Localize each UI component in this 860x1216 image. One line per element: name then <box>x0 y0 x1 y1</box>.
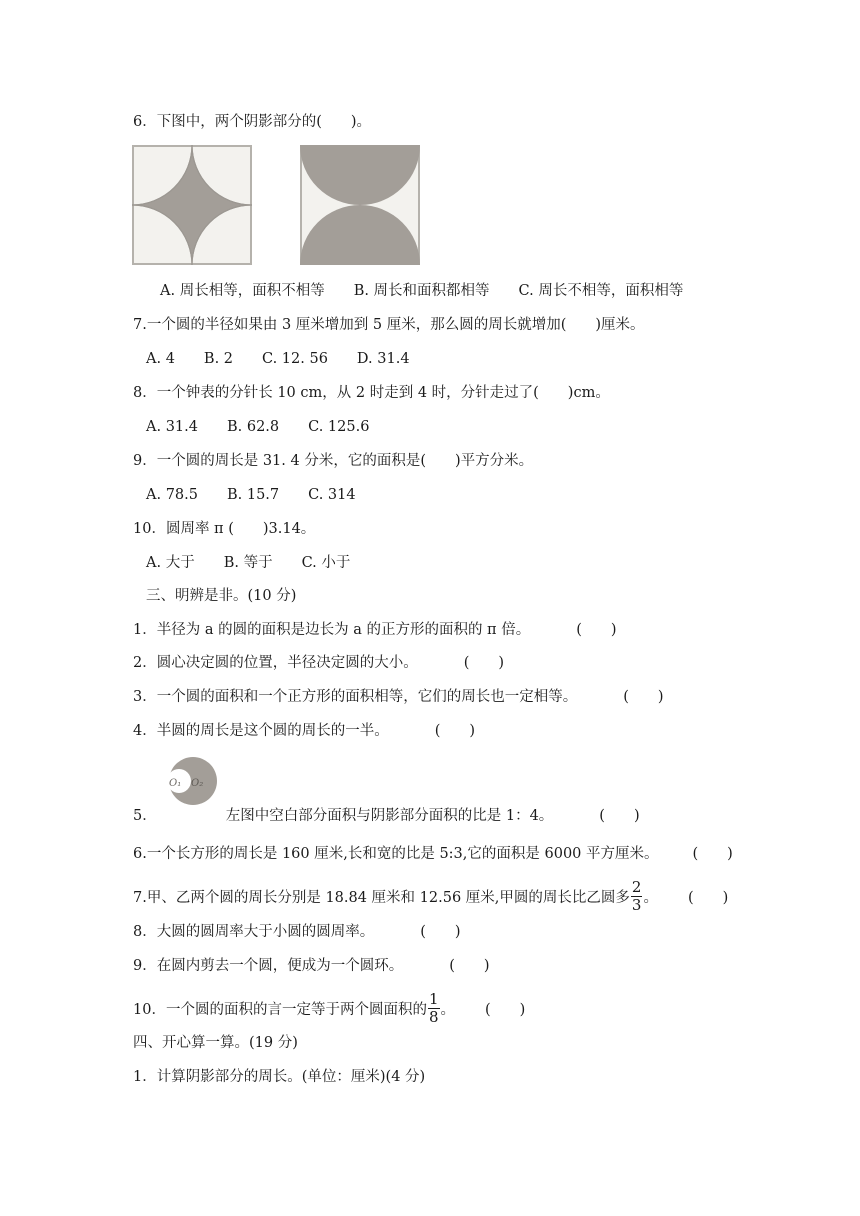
answer-bracket[interactable]: ( ) <box>434 723 476 739</box>
judge-item-text: 2．圆心决定圆的位置，半径决定圆的大小。 <box>133 655 418 671</box>
answer-bracket[interactable]: ( ) <box>463 655 505 671</box>
judge-item-text: 4．半圆的周长是这个圆的周长的一半。 <box>133 723 389 739</box>
calc-question-1: 1．计算阴影部分的周长。(单位：厘米)(4 分) <box>133 1069 426 1085</box>
question-6-options: A. 周长相等，面积不相等 B. 周长和面积都相等 C. 周长不相等，面积相等 <box>160 283 684 299</box>
question-7: 7.一个圆的半径如果由 3 厘米增加到 5 厘米，那么圆的周长就增加( )厘米。 <box>133 317 645 333</box>
question-7-options: A. 4 B. 2 C. 12. 56 D. 31.4 <box>146 351 410 367</box>
answer-bracket[interactable]: ( ) <box>449 958 490 974</box>
judge-item-text: 8．大圆的圆周率大于小圆的圆周率。 <box>133 924 375 940</box>
answer-bracket[interactable]: ( ) <box>623 689 664 705</box>
question-10-options: A. 大于 B. 等于 C. 小于 <box>146 555 351 571</box>
q6-figure-right <box>300 145 420 265</box>
judge-item-7: 7.甲、乙两个圆的周长分别是 18.84 厘米和 12.56 厘米,甲圆的周长比乙圆多 $\frac{2}{3}$ 。 ( ) <box>133 878 729 914</box>
judge-item-5 <box>133 806 640 826</box>
judge-item-text: 10．一个圆的面积的言一定等于两个圆面积的 <box>133 1002 427 1018</box>
q6-figure-left <box>132 145 252 265</box>
circle-figure-q5 <box>155 756 221 806</box>
answer-bracket[interactable]: ( ) <box>599 808 640 824</box>
question-8: 8．一个钟表的分针长 10 cm，从 2 时走到 4 时，分针走过了( )cm。 <box>133 385 610 401</box>
question-9: 9．一个圆的周长是 31. 4 分米，它的面积是( )平方分米。 <box>133 453 534 469</box>
judge-item-4 <box>133 721 475 741</box>
judge-item-text: 9．在圆内剪去一个圆，便成为一个圆环。 <box>133 958 404 974</box>
answer-bracket[interactable]: ( ) <box>692 846 733 862</box>
judge-item-2 <box>133 653 504 673</box>
answer-bracket[interactable]: ( ) <box>576 622 617 638</box>
judge-item-9 <box>133 956 490 976</box>
question-8-options: A. 31.4 B. 62.8 C. 125.6 <box>146 419 370 435</box>
question-9-options: A. 78.5 B. 15.7 C. 314 <box>146 487 356 503</box>
judge-item-3 <box>133 687 664 707</box>
question-10: 10．圆周率 π ( )3.14。 <box>133 521 316 537</box>
judge-item-6 <box>133 844 733 864</box>
label-o1: O₁ <box>169 778 182 789</box>
question-6: 6．下图中，两个阴影部分的( )。 <box>133 114 372 130</box>
fraction-one-eighth: $\frac{1}{8}$ <box>428 990 439 1026</box>
judge-item-10: 10．一个圆的面积的言一定等于两个圆面积的 $\frac{1}{8}$ 。 ( ) <box>133 990 526 1026</box>
answer-bracket[interactable]: ( ) <box>485 1002 526 1018</box>
answer-bracket[interactable]: ( ) <box>420 924 461 940</box>
judge-item-text: 左图中空白部分面积与阴影部分面积的比是 1：4。 <box>225 808 554 824</box>
section-3-heading: 三、明辨是非。(10 分) <box>146 588 297 604</box>
section-4-heading: 四、开心算一算。(19 分) <box>133 1035 298 1051</box>
judge-item-text: 1．半径为 a 的圆的面积是边长为 a 的正方形的面积的 π 倍。 <box>133 622 531 638</box>
judge-item-1 <box>133 620 617 640</box>
answer-bracket[interactable]: ( ) <box>687 890 729 906</box>
judge-item-text: 6.一个长方形的周长是 160 厘米,长和宽的比是 5:3,它的面积是 6000 平方厘米。 <box>133 846 659 862</box>
fraction-two-thirds: $\frac{2}{3}$ <box>631 878 642 914</box>
judge-item-text: 3．一个圆的面积和一个正方形的面积相等，它们的周长也一定相等。 <box>133 689 578 705</box>
judge-item-number: 5． <box>133 808 157 824</box>
label-o2: O₂ <box>191 778 204 789</box>
judge-item-text: 7.甲、乙两个圆的周长分别是 18.84 厘米和 12.56 厘米,甲圆的周长比乙圆多 <box>133 890 630 906</box>
judge-item-8 <box>133 922 461 942</box>
